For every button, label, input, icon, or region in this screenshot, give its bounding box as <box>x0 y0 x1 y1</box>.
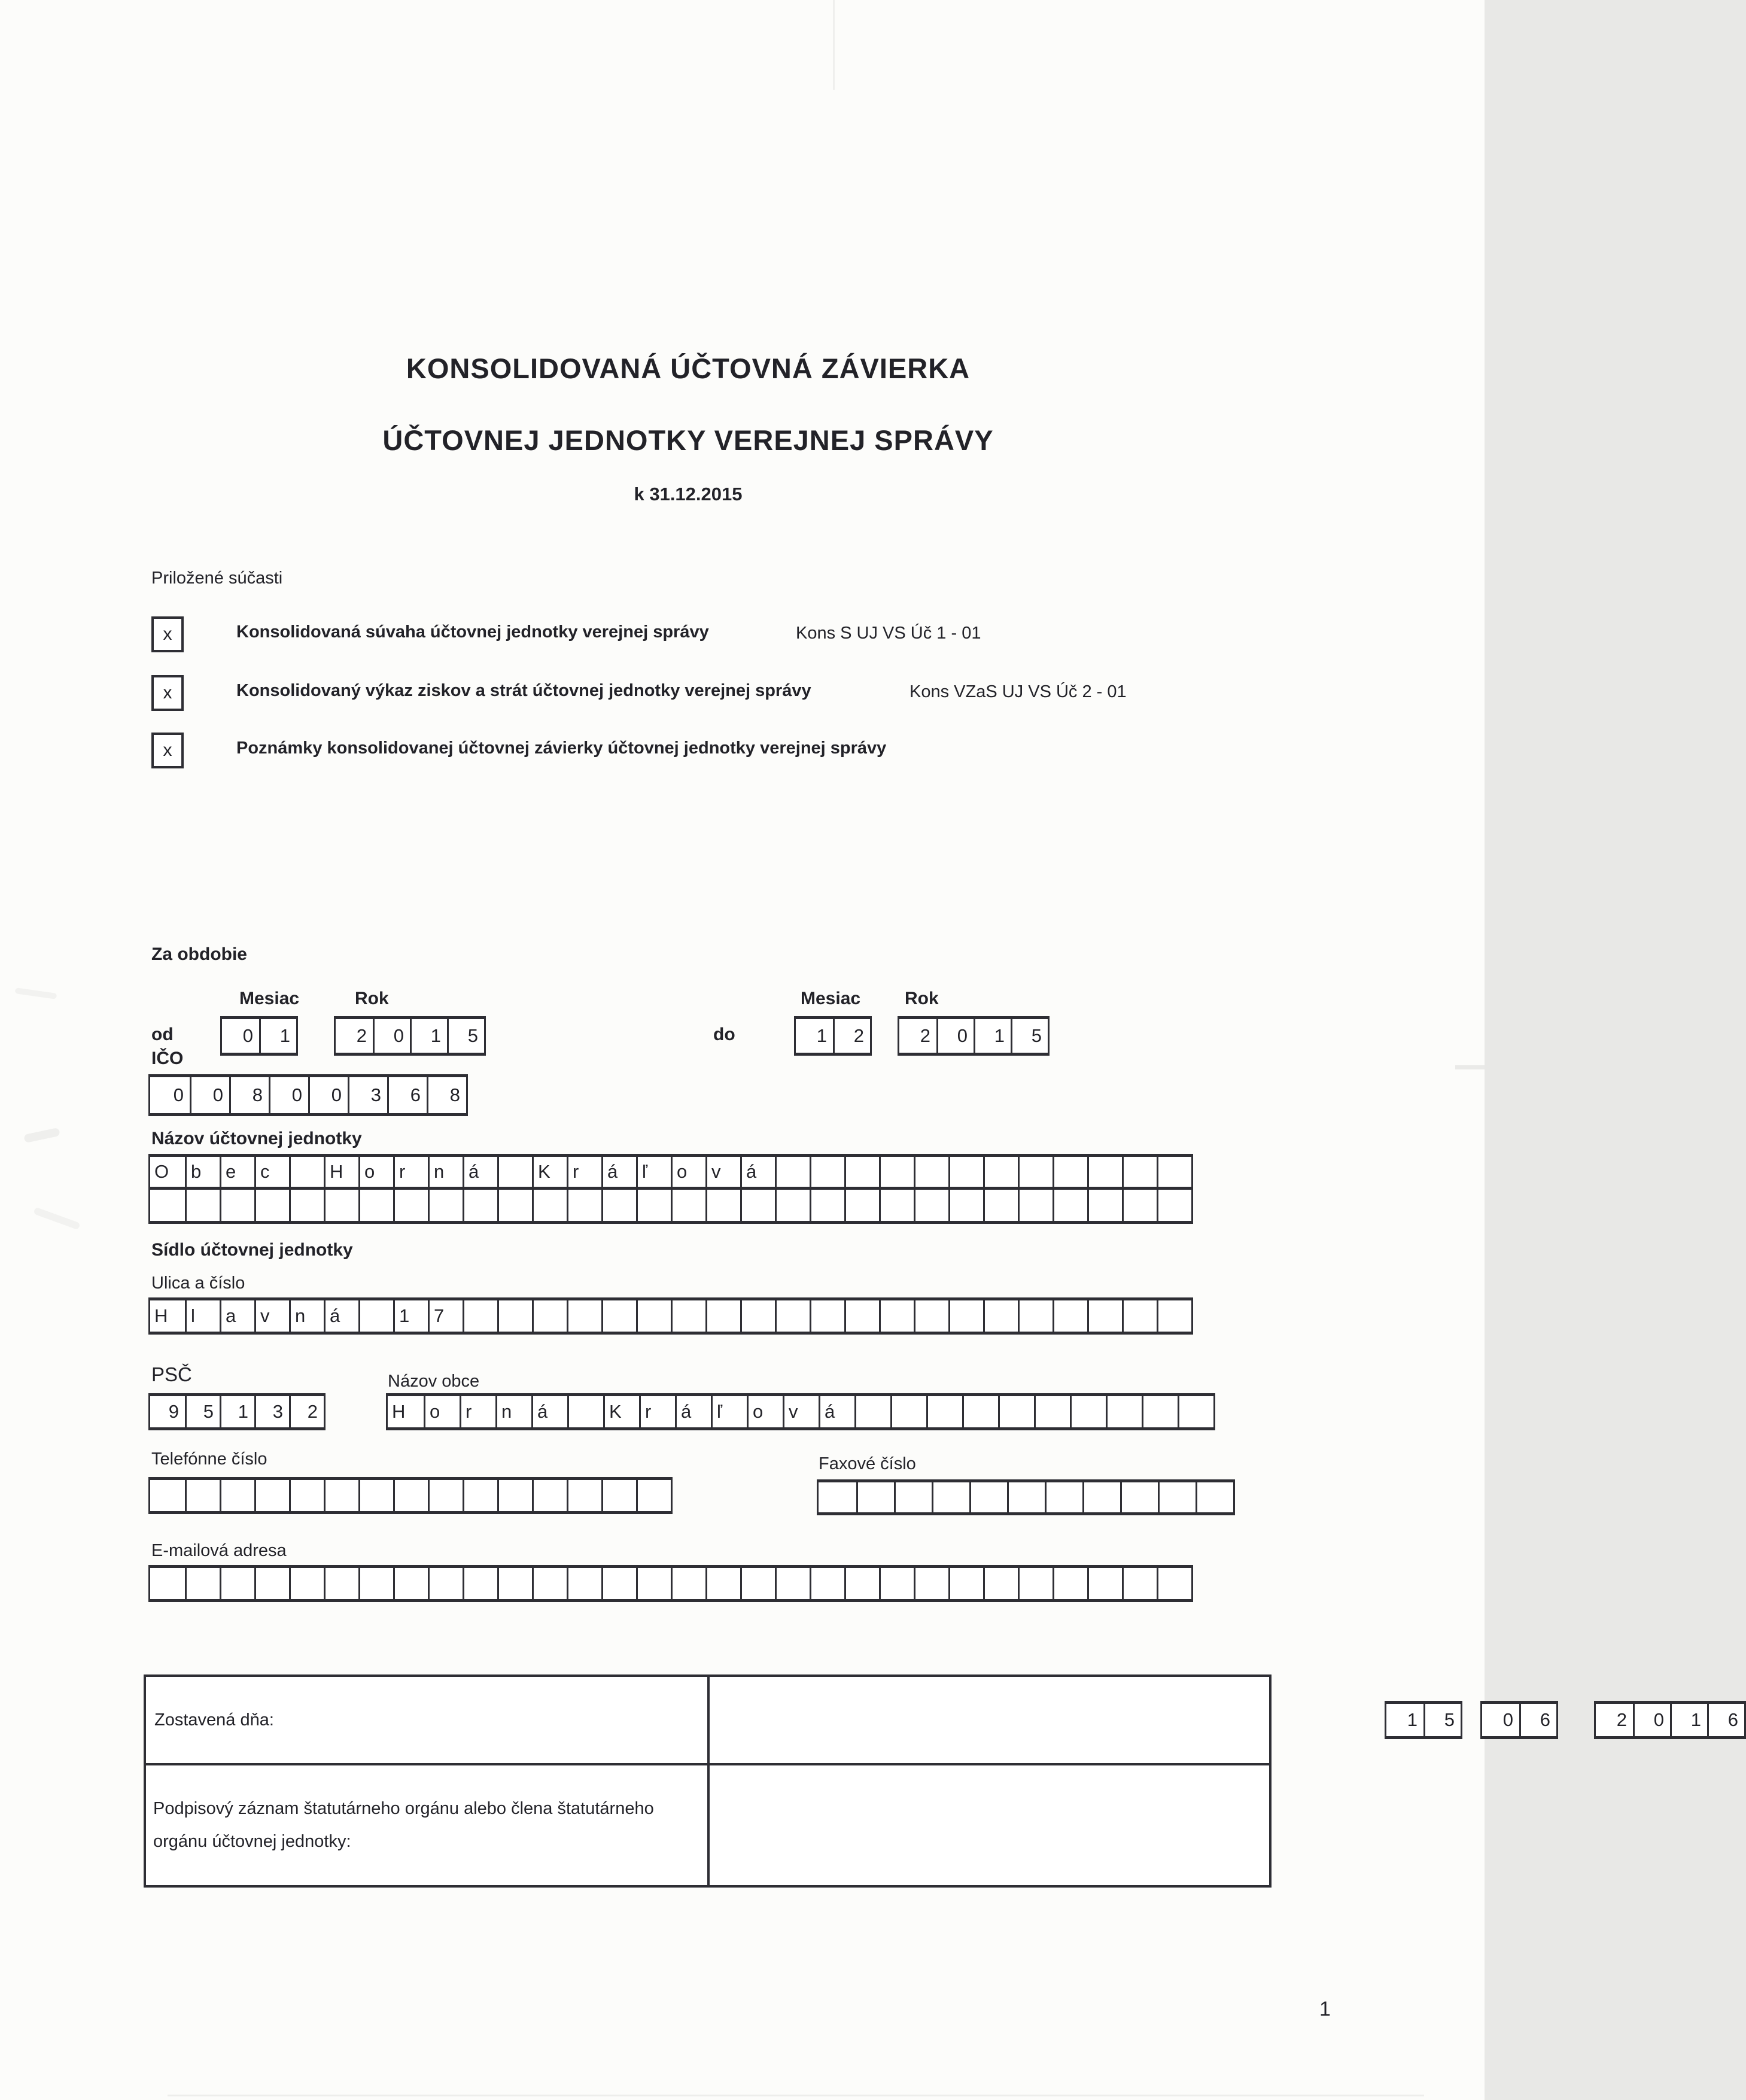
char-cell: á <box>531 1396 567 1427</box>
char-cell: 0 <box>173 1084 184 1105</box>
char-cell <box>601 1190 636 1221</box>
char-cell <box>948 1190 983 1221</box>
char-cell <box>810 1568 844 1599</box>
char-cell: n <box>428 1157 463 1187</box>
period-to-month-label: Mesiac <box>801 989 861 1008</box>
char-cell <box>983 1190 1018 1221</box>
char-cell <box>1007 1482 1045 1512</box>
char-cell <box>1082 1482 1120 1512</box>
char-cell <box>854 1396 890 1427</box>
char-cell: 5 <box>447 1019 484 1053</box>
char-cell: e <box>220 1157 254 1187</box>
char-cell: 0 <box>269 1077 308 1113</box>
char-cell <box>998 1396 1034 1427</box>
psc-grid <box>148 1393 326 1430</box>
char-cell <box>358 1568 393 1599</box>
char-cell: á <box>675 1396 711 1427</box>
char-cell <box>948 1300 983 1332</box>
street-grid <box>148 1297 1193 1335</box>
char-cell: r <box>460 1396 495 1427</box>
attachment-checkbox <box>151 675 184 711</box>
char-cell <box>819 1482 856 1512</box>
char-cell: 2 <box>356 1025 367 1046</box>
char-cell: 1 <box>1407 1709 1418 1730</box>
char-cell <box>775 1568 810 1599</box>
char-cell: 1 <box>816 1025 827 1046</box>
char-cell <box>254 1480 289 1511</box>
char-cell <box>1157 1190 1191 1221</box>
char-cell: 2 <box>1616 1709 1627 1730</box>
char-cell: 8 <box>427 1077 466 1113</box>
char-cell: 0 <box>308 1077 348 1113</box>
scan-crease <box>833 0 835 90</box>
char-cell: 0 <box>373 1019 410 1053</box>
char-cell <box>636 1480 671 1511</box>
period-from-label: od <box>151 1025 174 1044</box>
compiled-day-grid <box>1385 1701 1462 1739</box>
fax-label: Faxové číslo <box>819 1454 916 1473</box>
compiled-year-grid <box>1594 1701 1746 1739</box>
char-cell <box>532 1480 567 1511</box>
char-cell <box>1087 1568 1122 1599</box>
char-cell <box>810 1300 844 1332</box>
char-cell: v <box>783 1396 819 1427</box>
char-cell <box>567 1396 603 1427</box>
signature-label-cell <box>146 1765 710 1885</box>
char-cell: 0 <box>242 1025 253 1046</box>
char-cell <box>532 1190 567 1221</box>
char-cell: a <box>220 1300 254 1332</box>
entity-name-label: Názov účtovnej jednotky <box>151 1129 362 1148</box>
char-cell <box>740 1190 775 1221</box>
char-cell <box>220 1190 254 1221</box>
char-cell <box>463 1190 497 1221</box>
char-cell <box>775 1157 810 1187</box>
char-cell <box>254 1190 289 1221</box>
attachments-heading: Priložené súčasti <box>151 569 283 588</box>
char-cell <box>393 1568 428 1599</box>
char-cell: 0 <box>936 1019 974 1053</box>
checkbox-mark: x <box>163 624 172 644</box>
scan-smudge <box>23 1128 60 1143</box>
compiled-month-grid <box>1480 1701 1558 1739</box>
attachment-label: Poznámky konsolidovanej účtovnej závierky účtovnej jednotky verejnej správy <box>236 739 887 758</box>
char-cell <box>983 1300 1018 1332</box>
char-cell <box>254 1568 289 1599</box>
char-cell <box>601 1568 636 1599</box>
char-cell: 2 <box>289 1396 324 1427</box>
period-from-month-grid <box>220 1016 298 1056</box>
char-cell <box>567 1300 601 1332</box>
char-cell: v <box>254 1300 289 1332</box>
char-cell <box>914 1568 948 1599</box>
attachment-checkbox <box>151 733 184 768</box>
char-cell <box>844 1568 879 1599</box>
char-cell <box>890 1396 926 1427</box>
period-from-month-label: Mesiac <box>239 989 300 1008</box>
period-to-label: do <box>713 1025 735 1044</box>
char-cell <box>1122 1157 1157 1187</box>
signature-empty-cell <box>710 1765 1269 1885</box>
char-cell <box>567 1480 601 1511</box>
char-cell <box>497 1568 532 1599</box>
char-cell <box>1053 1157 1087 1187</box>
char-cell: 7 <box>428 1300 463 1332</box>
char-cell <box>1018 1568 1053 1599</box>
char-cell: 1 <box>220 1396 254 1427</box>
char-cell <box>705 1190 740 1221</box>
char-cell <box>1122 1300 1157 1332</box>
char-cell <box>324 1480 358 1511</box>
char-cell: 6 <box>387 1077 427 1113</box>
char-cell <box>428 1568 463 1599</box>
char-cell <box>497 1300 532 1332</box>
char-cell <box>844 1300 879 1332</box>
char-cell <box>914 1157 948 1187</box>
char-cell <box>497 1157 532 1187</box>
char-cell <box>856 1482 894 1512</box>
char-cell <box>879 1157 914 1187</box>
char-cell <box>150 1480 185 1511</box>
char-cell: 0 <box>1502 1709 1513 1730</box>
char-cell <box>894 1482 932 1512</box>
char-cell <box>428 1480 463 1511</box>
period-from-year-label: Rok <box>355 989 389 1008</box>
attachment-row <box>151 733 1348 768</box>
char-cell: c <box>254 1157 289 1187</box>
char-cell: r <box>393 1157 428 1187</box>
attachment-label: Konsolidovaný výkaz ziskov a strát účtovnej jednotky verejnej správy <box>236 681 811 700</box>
form-title-line2: ÚČTOVNEJ JEDNOTKY VEREJNEJ SPRÁVY <box>382 424 994 456</box>
char-cell <box>567 1190 601 1221</box>
char-cell: K <box>532 1157 567 1187</box>
char-cell <box>705 1568 740 1599</box>
char-cell: 6 <box>1707 1704 1744 1736</box>
period-from-year-grid <box>334 1016 486 1056</box>
char-cell: n <box>495 1396 531 1427</box>
char-cell: 5 <box>185 1396 220 1427</box>
char-cell <box>636 1568 671 1599</box>
char-cell <box>969 1482 1007 1512</box>
char-cell: 1 <box>974 1019 1011 1053</box>
attachment-row <box>151 616 1348 652</box>
char-cell <box>1157 1568 1191 1599</box>
char-cell <box>810 1157 844 1187</box>
char-cell <box>914 1300 948 1332</box>
char-cell <box>324 1568 358 1599</box>
char-cell <box>601 1300 636 1332</box>
char-cell <box>358 1300 393 1332</box>
form-title-line1: KONSOLIDOVANÁ ÚČTOVNÁ ZÁVIERKA <box>406 352 971 384</box>
char-cell: 3 <box>348 1077 387 1113</box>
char-cell: 1 <box>1670 1704 1707 1736</box>
char-cell <box>948 1157 983 1187</box>
char-cell <box>636 1300 671 1332</box>
char-cell <box>289 1157 324 1187</box>
compiled-date-cell <box>710 1677 1738 1765</box>
street-label: Ulica a číslo <box>151 1274 245 1293</box>
attachment-form-code: Kons S UJ VS Úč 1 - 01 <box>796 624 981 643</box>
char-cell <box>879 1190 914 1221</box>
char-cell <box>150 1190 185 1221</box>
attachment-checkbox <box>151 616 184 652</box>
char-cell: o <box>671 1157 705 1187</box>
char-cell <box>1018 1190 1053 1221</box>
char-cell <box>740 1568 775 1599</box>
char-cell <box>1122 1568 1157 1599</box>
char-cell: H <box>324 1157 358 1187</box>
compiled-date-label: Zostavená dňa: <box>146 1677 710 1765</box>
char-cell <box>1106 1396 1142 1427</box>
entity-name-grid-row2 <box>148 1187 1193 1224</box>
char-cell: 0 <box>190 1077 229 1113</box>
ico-grid <box>148 1074 468 1116</box>
period-heading: Za obdobie <box>151 944 247 964</box>
char-cell: ľ <box>636 1157 671 1187</box>
char-cell <box>1178 1396 1213 1427</box>
psc-label: PSČ <box>151 1363 192 1385</box>
char-cell <box>775 1190 810 1221</box>
form-as-of-date: k 31.12.2015 <box>634 484 743 505</box>
char-cell: á <box>324 1300 358 1332</box>
char-cell <box>185 1568 220 1599</box>
char-cell <box>844 1190 879 1221</box>
char-cell <box>463 1300 497 1332</box>
char-cell: á <box>601 1157 636 1187</box>
email-label: E-mailová adresa <box>151 1541 287 1560</box>
ico-label: IČO <box>151 1049 184 1068</box>
char-cell <box>393 1480 428 1511</box>
char-cell <box>324 1190 358 1221</box>
period-to-month-grid <box>794 1016 872 1056</box>
char-cell <box>1087 1300 1122 1332</box>
signature-label: Podpisový záznam štatutárneho orgánu alebo člena štatutárneho orgánu účtovnej jednotky: <box>153 1798 654 1851</box>
char-cell <box>1122 1190 1157 1221</box>
char-cell <box>1158 1482 1196 1512</box>
char-cell <box>220 1480 254 1511</box>
char-cell <box>358 1190 393 1221</box>
period-to-year-label: Rok <box>905 989 939 1008</box>
char-cell: K <box>603 1396 639 1427</box>
char-cell <box>810 1190 844 1221</box>
char-cell: o <box>358 1157 393 1187</box>
char-cell: o <box>424 1396 460 1427</box>
char-cell: r <box>567 1157 601 1187</box>
char-cell: á <box>819 1396 854 1427</box>
char-cell: H <box>392 1401 406 1422</box>
char-cell <box>740 1300 775 1332</box>
char-cell: 2 <box>833 1019 870 1053</box>
char-cell: v <box>705 1157 740 1187</box>
char-cell <box>983 1157 1018 1187</box>
char-cell: n <box>289 1300 324 1332</box>
char-cell <box>497 1190 532 1221</box>
char-cell <box>671 1300 705 1332</box>
char-cell <box>1142 1396 1178 1427</box>
char-cell <box>1034 1396 1070 1427</box>
char-cell: 9 <box>168 1401 179 1422</box>
signature-box <box>144 1674 1738 1888</box>
char-cell: 1 <box>259 1019 296 1053</box>
char-cell <box>879 1568 914 1599</box>
char-cell: á <box>463 1157 497 1187</box>
char-cell <box>844 1157 879 1187</box>
char-cell <box>1045 1482 1082 1512</box>
char-cell <box>1018 1157 1053 1187</box>
char-cell <box>497 1480 532 1511</box>
fax-grid <box>817 1479 1235 1515</box>
char-cell <box>1018 1300 1053 1332</box>
char-cell: b <box>185 1157 220 1187</box>
char-cell: 3 <box>254 1396 289 1427</box>
scan-bottom-edge <box>168 2095 1424 2096</box>
char-cell: 6 <box>1519 1704 1556 1736</box>
phone-label: Telefónne číslo <box>151 1449 267 1469</box>
char-cell: 5 <box>1011 1019 1048 1053</box>
char-cell: 1 <box>410 1019 447 1053</box>
attachment-form-code: Kons VZaS UJ VS Úč 2 - 01 <box>909 682 1127 701</box>
char-cell <box>532 1300 567 1332</box>
char-cell: O <box>154 1161 169 1182</box>
char-cell: 5 <box>1423 1704 1461 1736</box>
checkbox-mark: x <box>163 740 172 760</box>
char-cell <box>914 1190 948 1221</box>
char-cell: 2 <box>920 1025 930 1046</box>
char-cell: ľ <box>711 1396 747 1427</box>
char-cell <box>705 1300 740 1332</box>
checkbox-mark: x <box>163 683 172 703</box>
char-cell <box>1157 1157 1191 1187</box>
char-cell <box>1053 1568 1087 1599</box>
char-cell: r <box>639 1396 675 1427</box>
char-cell <box>289 1568 324 1599</box>
attachment-row <box>151 675 1348 711</box>
char-cell: á <box>740 1157 775 1187</box>
char-cell <box>185 1190 220 1221</box>
attachment-label: Konsolidovaná súvaha účtovnej jednotky verejnej správy <box>236 622 709 642</box>
char-cell <box>1196 1482 1233 1512</box>
char-cell: 0 <box>1633 1704 1670 1736</box>
char-cell: l <box>185 1300 220 1332</box>
char-cell <box>926 1396 962 1427</box>
email-grid <box>148 1565 1193 1602</box>
char-cell <box>150 1568 185 1599</box>
char-cell <box>1053 1300 1087 1332</box>
char-cell: H <box>154 1305 168 1326</box>
char-cell <box>983 1568 1018 1599</box>
scan-edge-mark <box>1455 1065 1485 1069</box>
char-cell <box>1157 1300 1191 1332</box>
city-label: Názov obce <box>388 1372 480 1391</box>
char-cell <box>948 1568 983 1599</box>
char-cell <box>1120 1482 1158 1512</box>
char-cell <box>289 1480 324 1511</box>
phone-grid <box>148 1477 673 1514</box>
char-cell <box>962 1396 998 1427</box>
char-cell <box>463 1480 497 1511</box>
char-cell <box>567 1568 601 1599</box>
period-to-year-grid <box>898 1016 1050 1056</box>
char-cell <box>1087 1157 1122 1187</box>
char-cell: 1 <box>393 1300 428 1332</box>
char-cell <box>671 1568 705 1599</box>
char-cell <box>358 1480 393 1511</box>
char-cell <box>185 1480 220 1511</box>
char-cell <box>428 1190 463 1221</box>
char-cell <box>636 1190 671 1221</box>
char-cell <box>220 1568 254 1599</box>
char-cell <box>1070 1396 1106 1427</box>
char-cell <box>932 1482 969 1512</box>
char-cell <box>775 1300 810 1332</box>
scan-smudge <box>33 1207 80 1230</box>
char-cell <box>671 1190 705 1221</box>
char-cell <box>289 1190 324 1221</box>
char-cell <box>879 1300 914 1332</box>
entity-name-grid-row1 <box>148 1154 1193 1190</box>
char-cell <box>532 1568 567 1599</box>
scan-smudge <box>15 987 57 999</box>
char-cell <box>1053 1190 1087 1221</box>
char-cell: o <box>747 1396 783 1427</box>
char-cell: 8 <box>229 1077 269 1113</box>
char-cell <box>463 1568 497 1599</box>
page-number: 1 <box>1319 1998 1331 2020</box>
char-cell <box>393 1190 428 1221</box>
char-cell <box>601 1480 636 1511</box>
entity-seat-label: Sídlo účtovnej jednotky <box>151 1240 353 1260</box>
city-grid <box>386 1393 1215 1430</box>
char-cell <box>1087 1190 1122 1221</box>
